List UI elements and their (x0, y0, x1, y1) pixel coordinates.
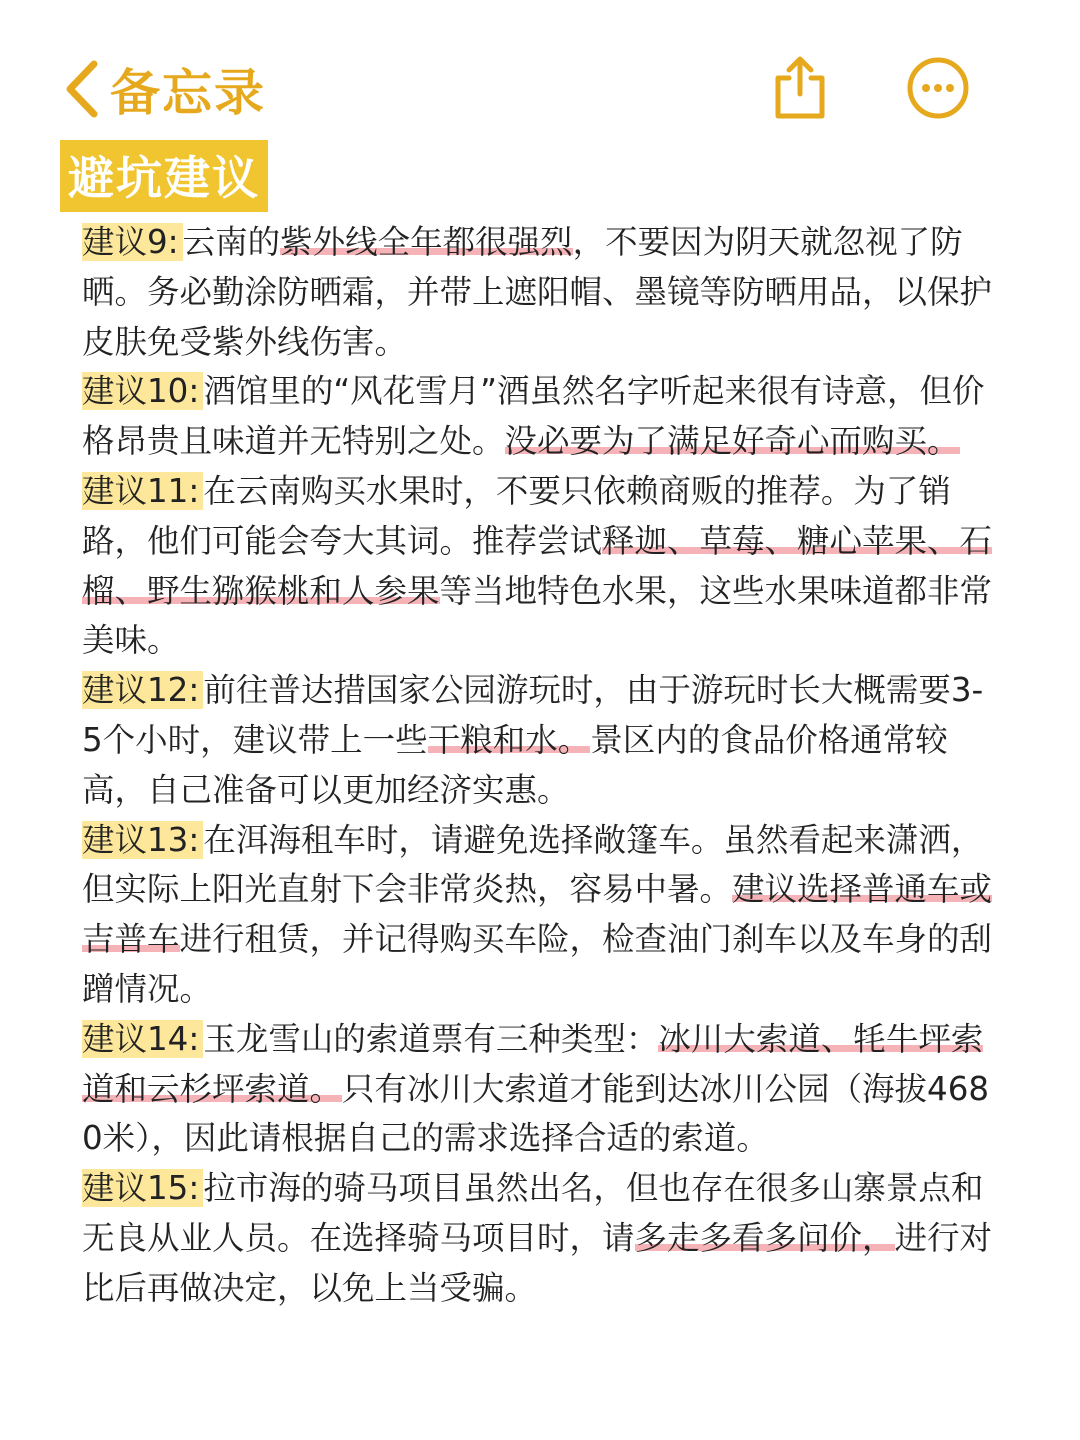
tip-highlight: 多走多看多问价， (634, 1218, 895, 1257)
tip-label: 建议11: (82, 472, 203, 510)
navigation-bar (0, 48, 1080, 128)
tip-item (82, 816, 1002, 1015)
share-button[interactable] (772, 52, 828, 122)
share-icon (772, 52, 828, 122)
more-button[interactable] (906, 56, 970, 120)
tip-text: 在云南购买水果时，不要只依赖商贩的推荐。为了销路，他们可能会夸大其词。推荐尝试 (82, 471, 951, 560)
chevron-left-icon (62, 58, 102, 120)
tip-text: 等当地特色水果，这些水果味道都非常美味。 (82, 571, 993, 660)
tip-highlight: 建议选择普通车或吉普车 (82, 870, 993, 959)
tip-text: 云南的 (182, 223, 281, 261)
tip-text: 进行租赁，并记得购买车险，检查油门刹车以及车身的刮蹭情况。 (82, 920, 993, 1008)
tip-text: 拉市海的骑马项目虽然出名，但也存在很多山寨景点和无良从业人员。在选择骑马项目时，请 (82, 1169, 984, 1257)
tip-label: 建议14: (82, 1020, 203, 1058)
tip-highlight: 释迦、草莓、糖心苹果、石榴、野生猕猴桃和人参果 (82, 521, 993, 610)
title-highlight (60, 140, 268, 212)
tip-text: 进行对比后再做决定，以免上当受骗。 (82, 1218, 993, 1307)
tip-highlight: 紫外线全年都很强烈 (280, 223, 573, 261)
tip-text: 在洱海租车时，请避免选择敞篷车。虽然看起来潇洒，但实际上阳光直射下会非常炎热，容易中暑。 (82, 820, 984, 909)
tip-label: 建议12: (82, 671, 203, 709)
tip-item (82, 1015, 1002, 1164)
tip-highlight: 干粮和水。 (427, 720, 591, 759)
tip-item (82, 1164, 1002, 1313)
tip-label: 建议15: (82, 1169, 203, 1207)
tip-text: ，不要因为阴天就忽视了防晒。务必勤涂防晒霜，并带上遮阳帽、墨镜等防晒用品，以保护皮肤免受紫外线伤害。 (82, 223, 993, 361)
tip-text: 前往普达措国家公园游玩时，由于游玩时长大概需要3-5个小时，建议带上一些 (82, 671, 984, 759)
more-icon (906, 56, 970, 120)
tip-text: 酒馆里的“风花雪月”酒虽然名字听起来很有诗意，但价格昂贵且味道并无特别之处。 (82, 372, 985, 461)
tip-item (82, 367, 1002, 467)
page-title: 避坑建议 (68, 151, 260, 205)
note-content[interactable] (82, 218, 1002, 1314)
tip-text: 玉龙雪山的索道票有三种类型： (203, 1019, 659, 1058)
tip-label: 建议13: (82, 821, 203, 859)
tip-text: 只有冰川大索道才能到达冰川公园（海拔4680米），因此请根据自己的需求选择合适的索道。 (82, 1069, 990, 1158)
tip-label: 建议9: (82, 223, 183, 261)
tip-text: 景区内的食品价格通常较高，自己准备可以更加经济实惠。 (82, 720, 948, 809)
tip-highlight: 冰川大索道、牦牛坪索道和云杉坪索道。 (82, 1019, 984, 1108)
tip-label: 建议10: (82, 372, 203, 410)
tip-item (82, 666, 1002, 815)
tip-highlight: 没必要为了满足好奇心而购买。 (504, 422, 960, 461)
tip-item (82, 467, 1002, 666)
back-button[interactable] (62, 54, 266, 124)
back-label: 备忘录 (110, 64, 266, 122)
tip-item (82, 218, 1002, 367)
